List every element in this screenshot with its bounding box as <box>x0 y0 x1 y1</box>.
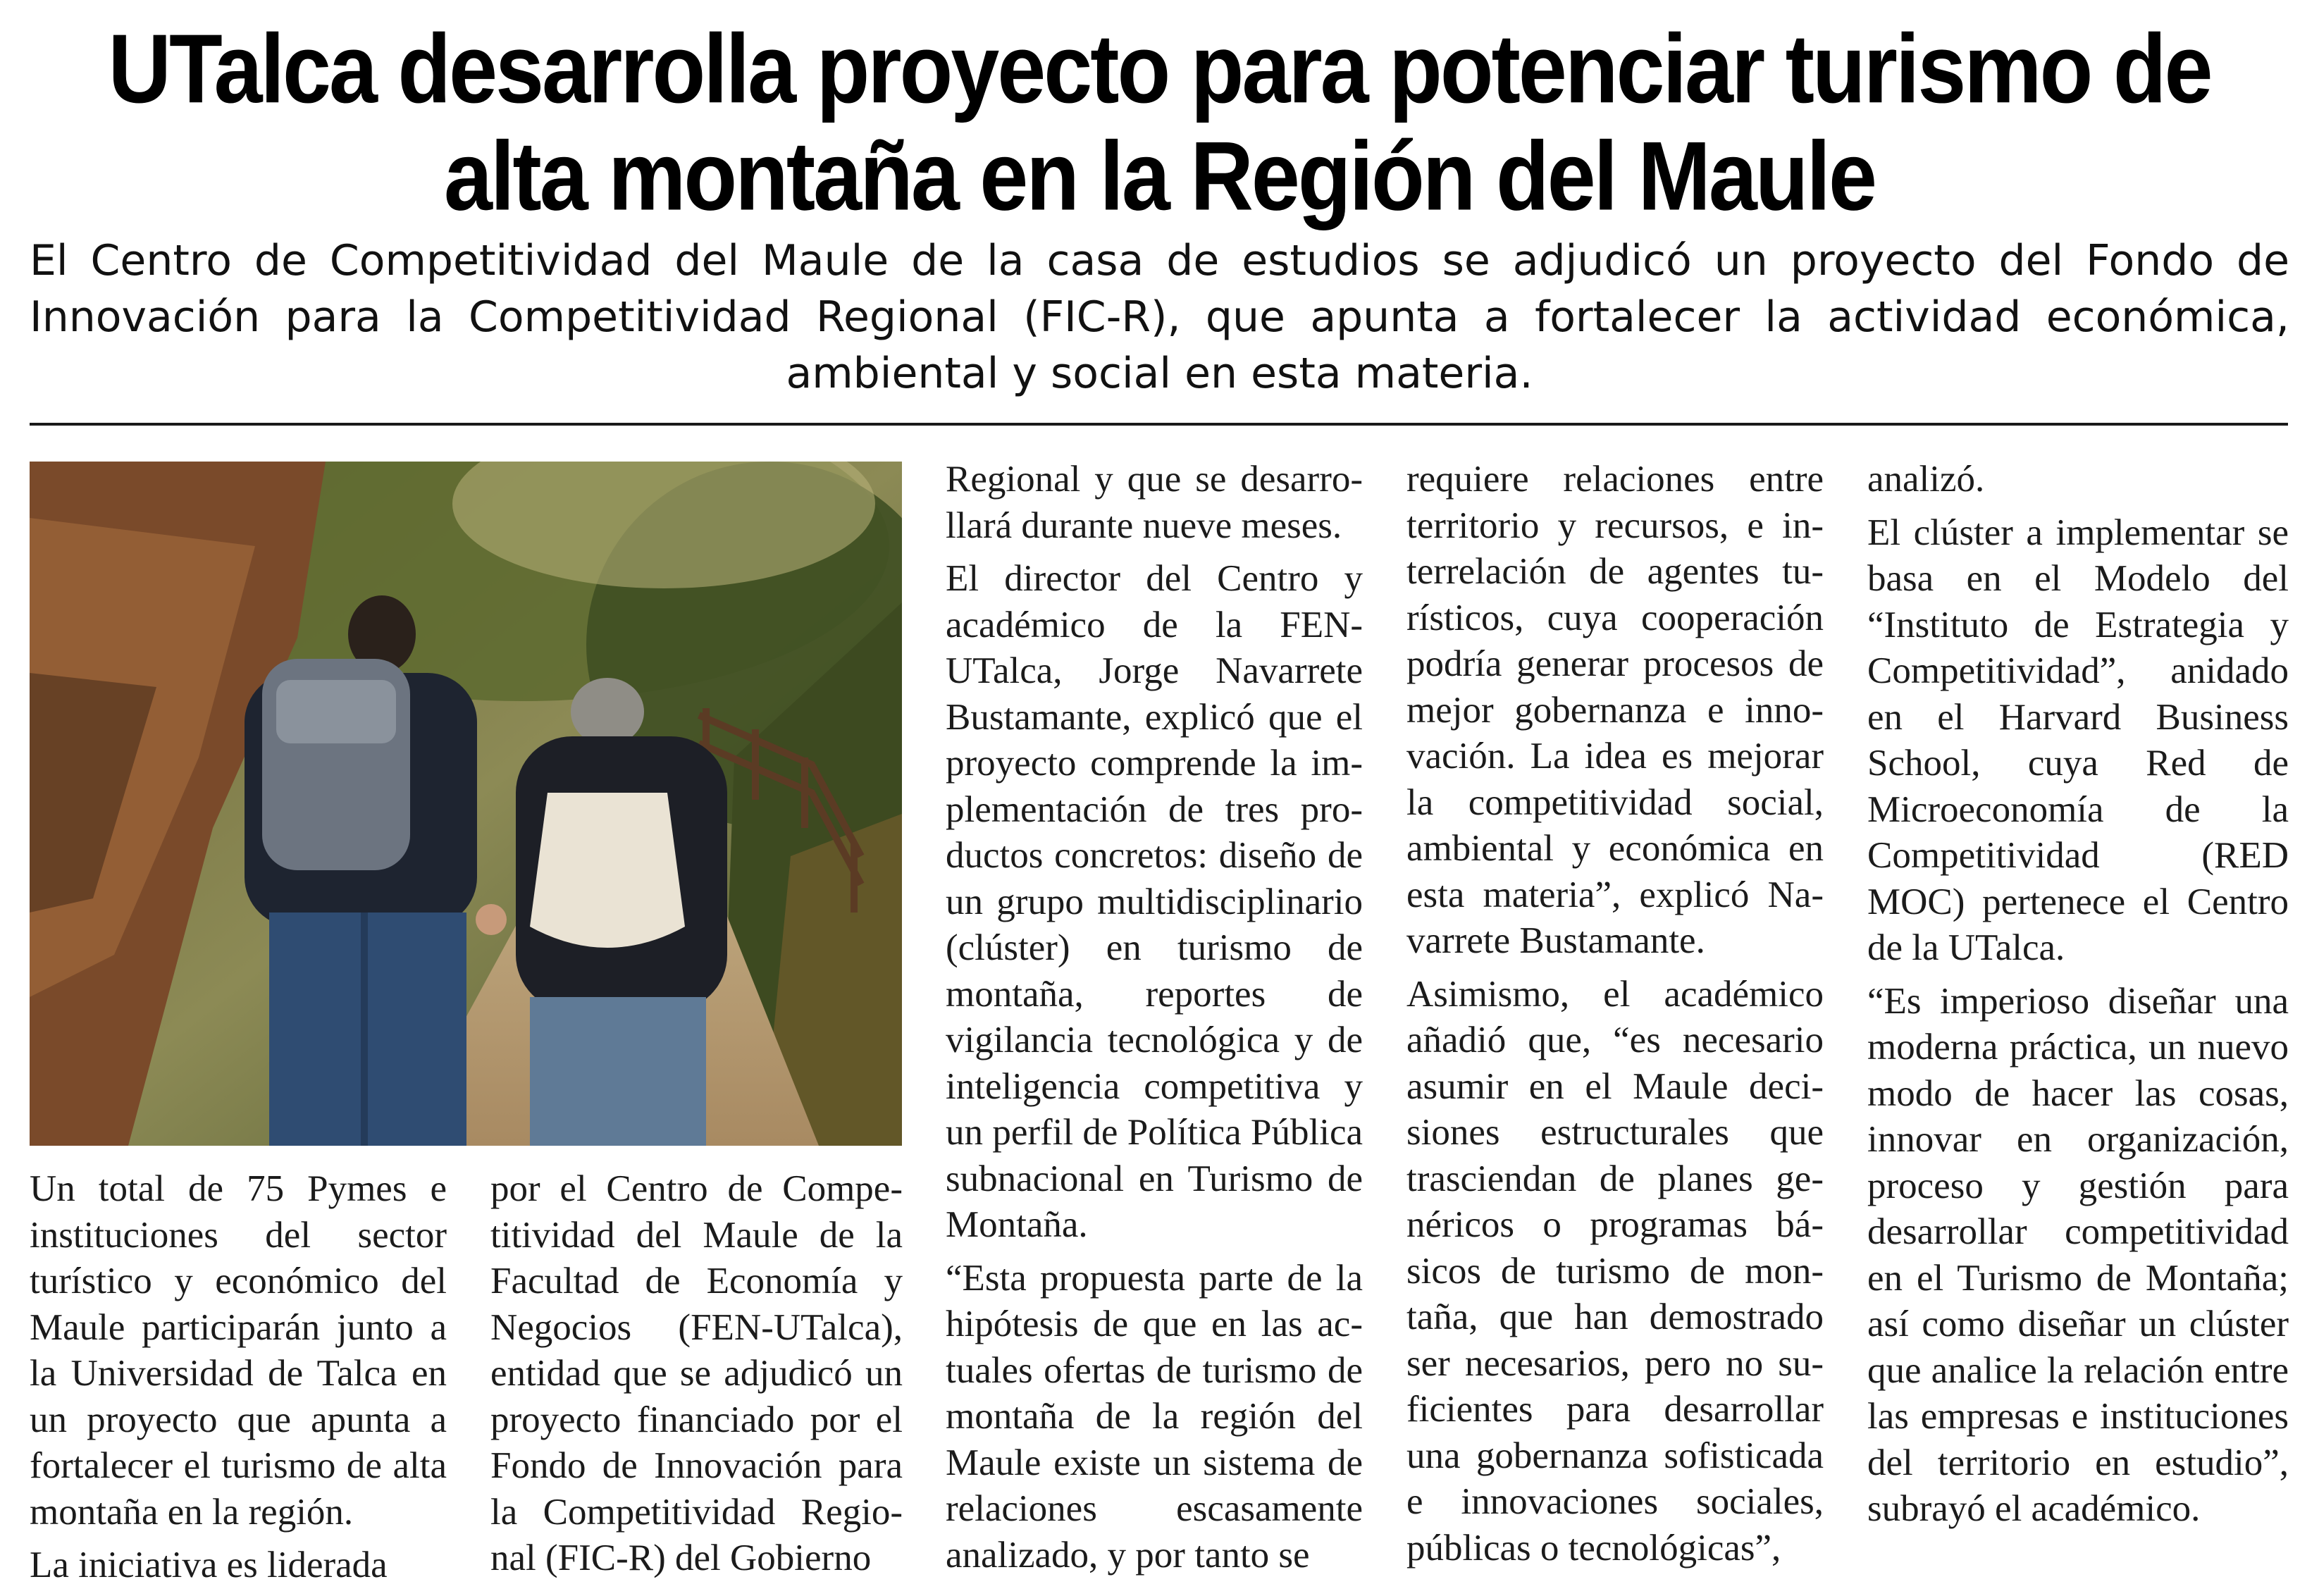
paragraph: Regional y que se desarrollará durante nueve meses. <box>946 459 1363 546</box>
paragraph: El clúster a implementar se basa en el Modelo del “Instituto de Estrategia y Competitividad”, anidado en el Harvard Business School, cuya Red de Microeconomía de la Competitividad (RED MOC) pertenece el Centro de la UTalca. <box>1867 512 2289 968</box>
article-column-2 <box>490 1166 903 1589</box>
paragraph: La iniciativa es liderada <box>30 1545 388 1585</box>
article-column-5 <box>1867 457 2289 1540</box>
paragraph: El director del Centro y académico de la FEN-UTalca, Jorge Navarrete Bustamante, explicó que el proyecto comprende la implementación de tres productos concretos: diseño de un grupo multidisciplinario (clúster) en turismo de montaña, reportes de vigilancia tecnológica y de inteligencia competitiva y un perfil de Política Pública subnacional en Turismo de Montaña. <box>946 558 1363 1245</box>
article-photo <box>30 462 902 1146</box>
paragraph: por el Centro de Competitividad del Maule de la Facultad de Economía y Negocios (FEN-UTalca), entidad que se adjudicó un proyecto financiado por el Fondo de Innovación para la Competitividad Regional (FIC-R) del Gobierno <box>490 1168 903 1578</box>
article-column-4 <box>1406 457 1824 1578</box>
paragraph: Un total de 75 Pymes e instituciones del sector turístico y económico del Maule participarán junto a la Universidad de Talca en un proyecto que apunta a fortalecer el turismo de alta montaña en la región. <box>30 1168 447 1533</box>
article-column-3 <box>946 457 1363 1585</box>
paragraph: Asimismo, el académico añadió que, “es necesario asumir en el Maule decisiones estructurales que trasciendan de planes genéricos o programas básicos de turismo de montaña, que han demostrado ser necesarios, pero no suficientes para desarrollar una gobernanza sofisticada e innovaciones sociales, públicas o tecnológicas”, <box>1406 973 1824 1569</box>
article-column-1 <box>30 1166 447 1596</box>
paragraph: analizó. <box>1867 459 1985 500</box>
hikers-photo-icon <box>30 462 902 1146</box>
subheadline: El Centro de Competitividad del Maule de la casa de estudios se adjudicó un proyecto del Fondo de Innovación para la Competitividad Regional (FIC-R), que apunta a fortalecer la actividad económica, ambiental y social en esta materia. <box>30 236 2289 398</box>
divider-rule <box>30 423 2288 426</box>
paragraph: “Esta propuesta parte de la hipótesis de que en las actuales ofertas de turismo de montaña de la región del Maule existe un sistema de relaciones escasamente analizado, y por tanto se <box>946 1257 1363 1576</box>
paragraph: “Es imperioso diseñar una moderna práctica, un nuevo modo de hacer las cosas, innovar en organización, proceso y gestión para desarrollar competitividad en el Turismo de Montaña; así como diseñar un clúster que analice la relación entre las empresas e instituciones del territorio en estudio”, subrayó el académico. <box>1867 980 2289 1529</box>
headline: UTalca desarrolla proyecto para potenciar turismo de alta montaña en la Región del Maule <box>108 14 2211 231</box>
paragraph: requiere relaciones entre territorio y recursos, e interrelación de agentes turísticos, cuya cooperación podría generar procesos de mejor gobernanza e innovación. La idea es mejorar la competitividad social, ambiental y económica en esta materia”, explicó Navarrete Bustamante. <box>1406 459 1824 961</box>
